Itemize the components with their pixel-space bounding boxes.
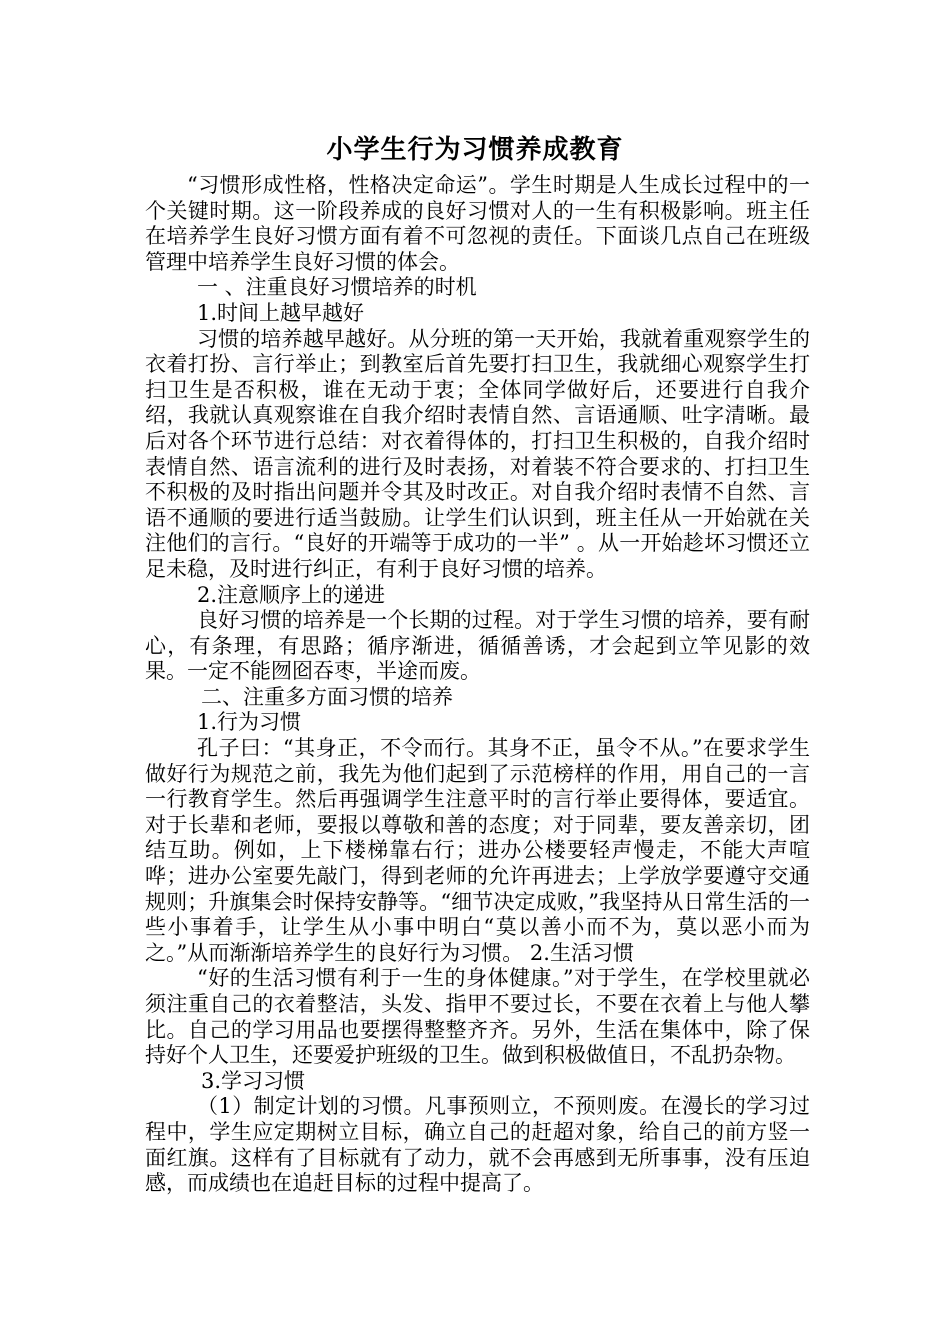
subheading-1-1: 1.时间上越早越好 — [197, 300, 365, 325]
paragraph-1-2: 良好习惯的培养是一个长期的过程。对于学生习惯的培养，要有耐心，有条理，有思路；循序渐进，循循善诱，才会起到立竿见影的效果。一定不能囫囵吞枣，半途而废。 — [145, 608, 810, 684]
subheading-1-2: 2.注意顺序上的递进 — [197, 582, 386, 607]
paragraph-1-1: 习惯的培养越早越好。从分班的第一天开始，我就着重观察学生的衣着打扮、言行举止；到教室后首先要打扫卫生，我就细心观察学生打扫卫生是否积极，谁在无动于衷；全体同学做好后，还要进行自我介绍，我就认真观察谁在自我介绍时表情自然、言语通顺、吐字清晰。最后对各个环节进行总结：对衣着得体的，打扫卫生积极的，自我介绍时表情自然、语言流利的进行及时表扬，对着装不符合要求的、打扫卫生不积极的及时指出问题并令其及时改正。对自我介绍时表情不自然、言语不通顺的要进行适当鼓励。让学生们认识到，班主任从一开始就在关注他们的言行。“良好的开端等于成功的一半” 。从一开始趁坏习惯还立足未稳，及时进行纠正，有利于良好习惯的培养。 — [145, 326, 810, 581]
subheading-2-1: 1.行为习惯 — [197, 710, 302, 735]
subheading-2-3: 3.学习习惯 — [201, 1068, 306, 1093]
document-body — [145, 173, 810, 1197]
document-title: 小学生行为习惯养成教育 — [326, 135, 624, 165]
paragraph-2-2: “好的生活习惯有利于一生的身体健康。”对于学生，在学校里就必须注重自己的衣着整洁，头发、指甲不要过长，不要在衣着上与他人攀比。自己的学习用品也要摆得整整齐齐。另外，生活在集体中，除了保持好个人卫生，还要爱护班级的卫生。做到积极做值日，不乱扔杂物。 — [145, 966, 810, 1068]
paragraph-2-1: 孔子曰：“其身正，不令而行。其身不正，虽令不从。”在要求学生做好行为规范之前，我先为他们起到了示范榜样的作用，用自己的一言一行教育学生。然后再强调学生注意平时的言行举止要得体，要适宜。对于长辈和老师，要报以尊敬和善的态度；对于同辈，要友善亲切，团结互助。例如，上下楼梯靠右行；进办公楼要轻声慢走，不能大声喧哗；进办公室要先敲门，得到老师的允许再进去；上学放学要遵守交通规则；升旗集会时保持安静等。“细节决定成败，”我坚持从日常生活的一些小事着手，让学生从小事中明白“莫以善小而不为，莫以恶小而为之。”从而渐渐培养学生的良好行为习惯。 2.生活习惯 — [145, 736, 810, 965]
section-heading-1: 一 、注重良好习惯培养的时机 — [197, 275, 477, 300]
paragraph-2-3: （1）制定计划的习惯。凡事预则立，不预则废。在漫长的学习过程中，学生应定期树立目标，确立自己的赶超对象，给自己的前方竖一面红旗。这样有了目标就有了动力，就不会再感到无所事事，没有压迫感，而成绩也在追赶目标的过程中提高了。 — [145, 1094, 810, 1196]
section-heading-2: 二、注重多方面习惯的培养 — [201, 684, 453, 709]
paragraph-intro: “习惯形成性格，性格决定命运”。学生时期是人生成长过程中的一个关键时期。这一阶段养成的良好习惯对人的一生有积极影响。班主任在培养学生良好习惯方面有着不可忽视的责任。下面谈几点自己在班级管理中培养学生良好习惯的体会。 — [145, 173, 810, 274]
